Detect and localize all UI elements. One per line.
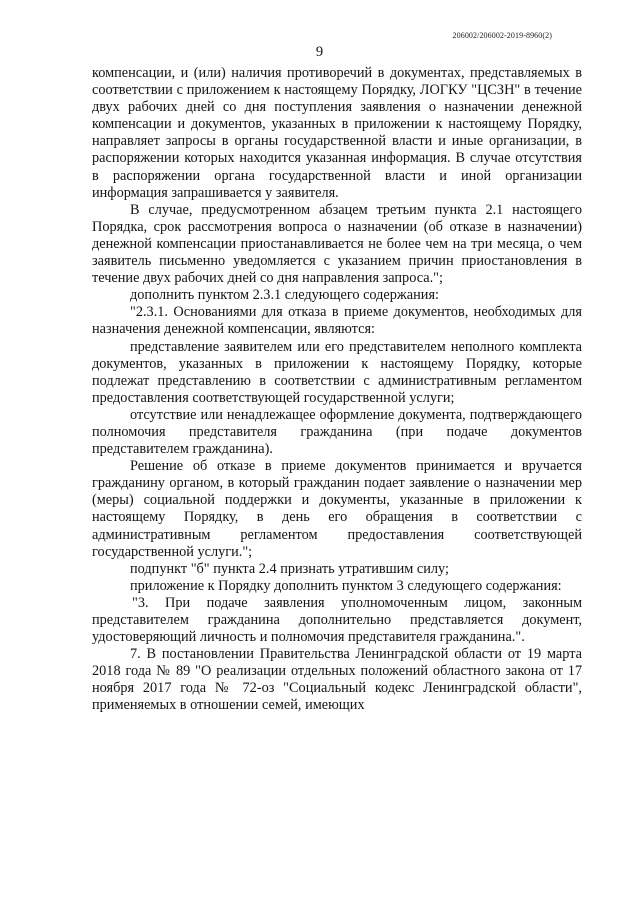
- page-number: 9: [315, 44, 324, 60]
- paragraph-missing-authority: отсутствие или ненадлежащее оформление документа, подтверждающего полномочия представителя гражданина (при подаче документов представителем гражданина).: [92, 406, 582, 458]
- paragraph-clause-2-3-1: "2.3.1. Основаниями для отказа в приеме документов, необходимых для назначения денежной компенсации, являются:: [92, 304, 582, 338]
- paragraph-subclause-repeal: подпункт "б" пункта 2.4 признать утратившим силу;: [130, 560, 449, 577]
- paragraph-add-clause: дополнить пунктом 2.3.1 следующего содержания:: [130, 287, 439, 304]
- paragraph-incomplete-documents: представление заявителем или его представителем неполного комплекта документов, указанных в приложении к настоящему Порядку, которые подлежат представлению в соответствии с административным регламентом предоставления соответствующей государственной услуги;: [92, 338, 582, 406]
- paragraph-continuation: компенсации, и (или) наличия противоречий в документах, представляемых в соответствии с приложением к настоящему Порядку, ЛОГКУ "ЦСЗН" в течение двух рабочих дней со дня поступления заявления о назначении денежной компенсации и документов, указанных в приложении к настоящему Порядку, направляет запросы в органы государственной власти и иные организации, в распоряжении которых находится указанная информация. В случае отсутствия в распоряжении органа государственной власти и иной организации информация запрашивается у заявителя.: [92, 65, 582, 201]
- document-body: [92, 65, 582, 715]
- paragraph-appendix-addition: приложение к Порядку дополнить пунктом 3 следующего содержания:: [130, 577, 562, 594]
- paragraph-suspension-term: В случае, предусмотренном абзацем третьим пункта 2.1 настоящего Порядка, срок рассмотрения вопроса о назначении (об отказе в назначении) денежной компенсации приостанавливается не более чем на три месяца, о чем заявитель письменно уведомляется с указанием причин приостановления в течение двух рабочих дней со дня направления запроса.";: [92, 201, 582, 287]
- paragraph-appendix-item-3: "3. При подаче заявления уполномоченным лицом, законным представителем гражданина дополнительно представляется документ, удостоверяющий личность и полномочия представителя гражданина.".: [92, 594, 582, 646]
- document-id: 206002/206002-2019-8960(2): [452, 31, 552, 40]
- paragraph-refusal-decision: Решение об отказе в приеме документов принимается и вручается гражданину органом, в который гражданин подает заявление о назначении мер (меры) социальной поддержки и документы, указанные в приложении к настоящему Порядку, в день его обращения в соответствии с административным регламентом предоставления соответствующей государственной услуги.";: [92, 458, 582, 560]
- paragraph-item-7: 7. В постановлении Правительства Ленинградской области от 19 марта 2018 года № 89 "О реализации отдельных положений областного закона от 17 ноября 2017 года № 72-оз "Социальный кодекс Ленинградской области", применяемых в отношении семей, имеющих: [92, 646, 582, 714]
